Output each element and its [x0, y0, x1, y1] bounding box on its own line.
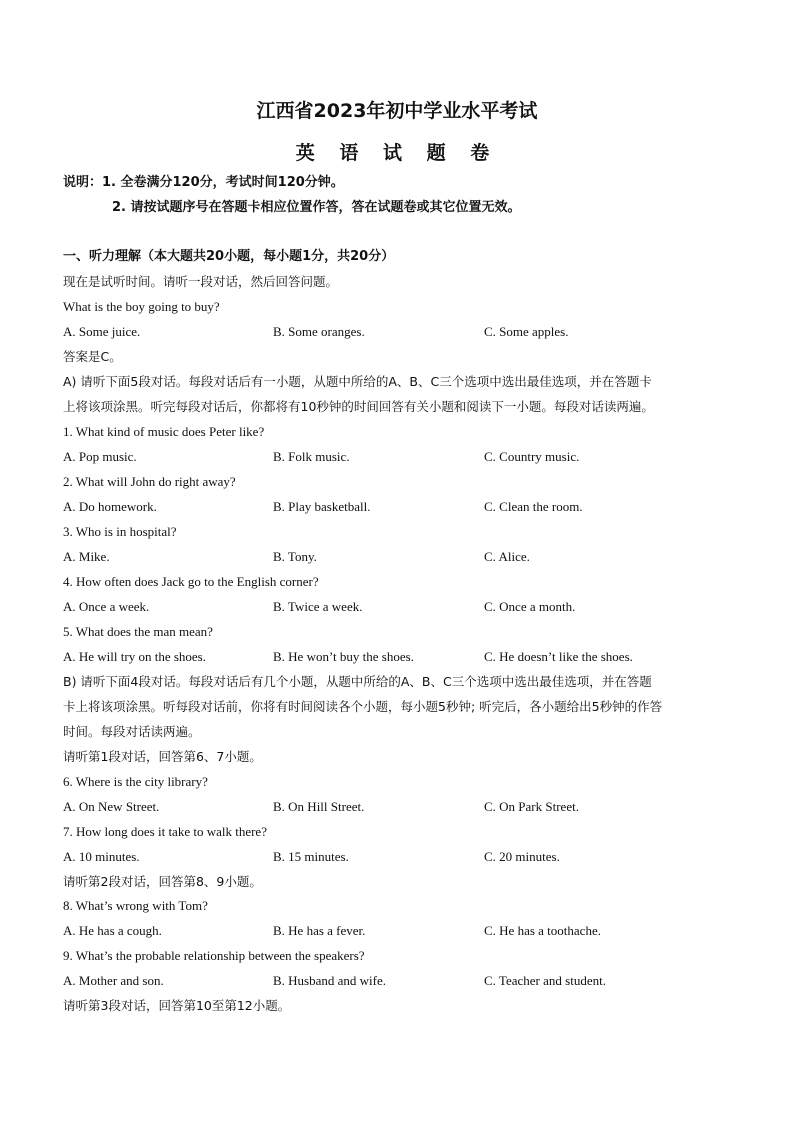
- example-option-c: C. Some apples.: [484, 324, 569, 339]
- q1-option-a: A. Pop music.: [63, 449, 137, 464]
- dialog-3-intro: 请听第3段对话，回答第10至第12小题。: [63, 998, 291, 1013]
- q1-option-c: C. Country music.: [484, 449, 580, 464]
- exam-title: 江西省2023年初中学业水平考试: [256, 100, 538, 122]
- part-b-instruction-2: 卡上将该项涂黑。听每段对话前，你将有时间阅读各个小题，每小题5秒钟; 听完后，各小题给出5秒钟的作答: [63, 699, 663, 714]
- dialog-1-intro: 请听第1段对话，回答第6、7小题。: [63, 749, 262, 764]
- question-3: 3. Who is in hospital?: [63, 524, 177, 539]
- part-a-instruction-1: A) 请听下面5段对话。每段对话后有一小题，从题中所给的A、B、C三个选项中选出最佳选项，并在答题卡: [63, 374, 652, 389]
- q9-option-a: A. Mother and son.: [63, 973, 164, 988]
- q1-option-b: B. Folk music.: [273, 449, 350, 464]
- q9-option-c: C. Teacher and student.: [484, 973, 606, 988]
- q8-option-a: A. He has a cough.: [63, 923, 162, 938]
- question-1: 1. What kind of music does Peter like?: [63, 424, 265, 439]
- q3-option-a: A. Mike.: [63, 549, 110, 564]
- example-option-b: B. Some oranges.: [273, 324, 365, 339]
- q6-option-a: A. On New Street.: [63, 799, 160, 814]
- q8-option-b: B. He has a fever.: [273, 923, 366, 938]
- q5-option-a: A. He will try on the shoes.: [63, 649, 206, 664]
- question-7: 7. How long does it take to walk there?: [63, 824, 267, 839]
- example-question: What is the boy going to buy?: [63, 299, 220, 314]
- instruction-line-2: 2. 请按试题序号在答题卡相应位置作答，答在试题卷或其它位置无效。: [112, 200, 521, 215]
- question-8: 8. What’s wrong with Tom?: [63, 898, 208, 913]
- q2-option-b: B. Play basketball.: [273, 499, 371, 514]
- question-2: 2. What will John do right away?: [63, 474, 236, 489]
- section-heading: 一、听力理解（本大题共20小题，每小题1分，共20分）: [63, 249, 395, 264]
- part-b-instruction-1: B) 请听下面4段对话。每段对话后有几个小题，从题中所给的A、B、C三个选项中选出最佳选项，并在答题: [63, 674, 652, 689]
- example-option-a: A. Some juice.: [63, 324, 141, 339]
- q6-option-c: C. On Park Street.: [484, 799, 579, 814]
- part-b-instruction-3: 时间。每段对话读两遍。: [63, 724, 201, 739]
- q3-option-b: B. Tony.: [273, 549, 317, 564]
- q6-option-b: B. On Hill Street.: [273, 799, 365, 814]
- q2-option-a: A. Do homework.: [63, 499, 157, 514]
- part-a-instruction-2: 上将该项涂黑。听完每段对话后，你都将有10秒钟的时间回答有关小题和阅读下一小题。每段对话读两遍。: [63, 399, 654, 414]
- instruction-line-1: 说明：1. 全卷满分120分，考试时间120分钟。: [63, 175, 344, 190]
- q8-option-c: C. He has a toothache.: [484, 923, 601, 938]
- q9-option-b: B. Husband and wife.: [273, 973, 387, 988]
- example-answer: 答案是C。: [63, 349, 122, 364]
- q4-option-c: C. Once a month.: [484, 599, 576, 614]
- q3-option-c: C. Alice.: [484, 549, 530, 564]
- question-4: 4. How often does Jack go to the English corner?: [63, 574, 319, 589]
- q2-option-c: C. Clean the room.: [484, 499, 583, 514]
- q7-option-c: C. 20 minutes.: [484, 849, 560, 864]
- q5-option-c: C. He doesn’t like the shoes.: [484, 649, 633, 664]
- dialog-2-intro: 请听第2段对话，回答第8、9小题。: [63, 874, 262, 889]
- q4-option-a: A. Once a week.: [63, 599, 150, 614]
- q7-option-a: A. 10 minutes.: [63, 849, 140, 864]
- question-6: 6. Where is the city library?: [63, 774, 208, 789]
- example-intro: 现在是试听时间。请听一段对话，然后回答问题。: [63, 274, 339, 289]
- question-9: 9. What’s the probable relationship between the speakers?: [63, 948, 365, 963]
- question-5: 5. What does the man mean?: [63, 624, 213, 639]
- exam-subtitle: 英 语 试 题 卷: [295, 142, 499, 164]
- q4-option-b: B. Twice a week.: [273, 599, 363, 614]
- q5-option-b: B. He won’t buy the shoes.: [273, 649, 414, 664]
- q7-option-b: B. 15 minutes.: [273, 849, 349, 864]
